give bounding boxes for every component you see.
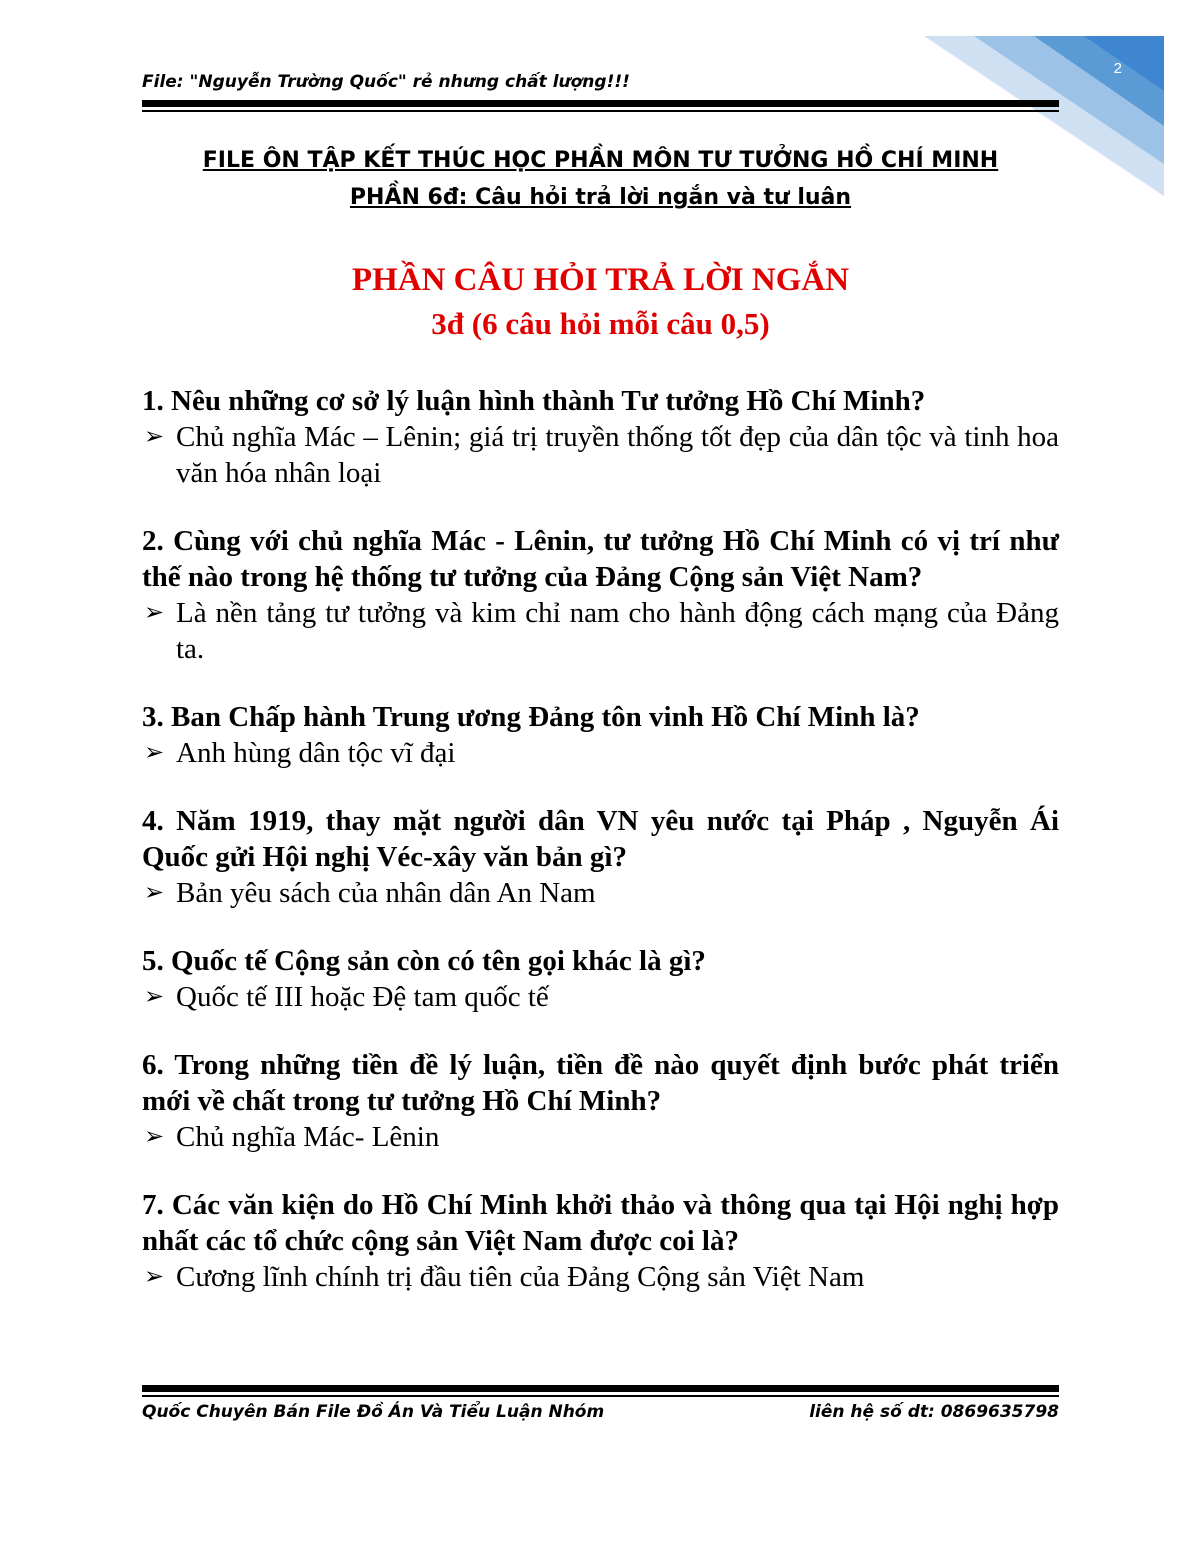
footer-rule-thin [142, 1395, 1059, 1397]
qa-item [142, 803, 1059, 911]
answer-text: Là nền tảng tư tưởng và kim chỉ nam cho hành động cách mạng của Đảng ta. [176, 597, 1059, 665]
page-header-text: File: "Nguyễn Trường Quốc" rẻ nhưng chất lượng!!! [142, 72, 630, 92]
answer [142, 979, 1059, 1015]
header-rule-thin [142, 110, 1059, 112]
question-text: 2. Cùng với chủ nghĩa Mác - Lênin, tư tưởng Hồ Chí Minh có vị trí như thế nào trong hệ thống tư tưởng của Đảng Cộng sản Việt Nam? [142, 525, 1059, 593]
header-rule-thick [142, 100, 1059, 107]
answer [142, 419, 1059, 491]
footer-left-text: Quốc Chuyên Bán File Đồ Án Và Tiểu Luận Nhóm [142, 1402, 605, 1422]
answer-text: Cương lĩnh chính trị đầu tiên của Đảng Cộng sản Việt Nam [176, 1261, 865, 1293]
question-text: 6. Trong những tiền đề lý luận, tiền đề nào quyết định bước phát triển mới về chất trong tư tưởng Hồ Chí Minh? [142, 1049, 1059, 1117]
arrow-bullet-icon: ➢ [144, 984, 165, 1010]
arrow-bullet-icon: ➢ [144, 880, 165, 906]
footer-rule-thick [142, 1385, 1059, 1392]
qa-list [142, 383, 1059, 1327]
answer [142, 875, 1059, 911]
answer-text: Bản yêu sách của nhân dân An Nam [176, 877, 596, 909]
qa-item [142, 943, 1059, 1015]
document-subtitle: PHẦN 6đ: Câu hỏi trả lời ngắn và tư luân [349, 185, 852, 210]
page-number: 2 [1113, 60, 1122, 77]
question-text: 1. Nêu những cơ sở lý luận hình thành Tư tưởng Hồ Chí Minh? [142, 385, 926, 417]
answer [142, 1119, 1059, 1155]
answer [142, 595, 1059, 667]
qa-item [142, 1047, 1059, 1155]
qa-item [142, 523, 1059, 667]
document-title: FILE ÔN TẬP KẾT THÚC HỌC PHẦN MÔN TƯ TƯỞNG HỒ CHÍ MINH [202, 148, 999, 173]
answer-text: Anh hùng dân tộc vĩ đại [176, 737, 456, 769]
arrow-bullet-icon: ➢ [144, 740, 165, 766]
answer-text: Chủ nghĩa Mác – Lênin; giá trị truyền thống tốt đẹp của dân tộc và tinh hoa văn hóa nhân loại [176, 421, 1059, 489]
question-text: 5. Quốc tế Cộng sản còn có tên gọi khác là gì? [142, 945, 706, 977]
answer [142, 735, 1059, 771]
question-text: 4. Năm 1919, thay mặt người dân VN yêu nước tại Pháp , Nguyễn Ái Quốc gửi Hội nghị Véc-xây văn bản gì? [142, 805, 1059, 873]
arrow-bullet-icon: ➢ [144, 600, 165, 626]
question-text: 3. Ban Chấp hành Trung ương Đảng tôn vinh Hồ Chí Minh là? [142, 701, 920, 733]
arrow-bullet-icon: ➢ [144, 1124, 165, 1150]
qa-item [142, 1187, 1059, 1295]
section-subheading: 3đ (6 câu hỏi mỗi câu 0,5) [431, 306, 770, 341]
section-heading: PHẦN CÂU HỎI TRẢ LỜI NGẮN [351, 262, 850, 298]
qa-item [142, 699, 1059, 771]
answer [142, 1259, 1059, 1295]
answer-text: Chủ nghĩa Mác- Lênin [176, 1121, 440, 1153]
question-text: 7. Các văn kiện do Hồ Chí Minh khởi thảo và thông qua tại Hội nghị hợp nhất các tổ chức cộng sản Việt Nam được coi là? [142, 1189, 1059, 1257]
arrow-bullet-icon: ➢ [144, 424, 165, 450]
qa-item [142, 383, 1059, 491]
arrow-bullet-icon: ➢ [144, 1264, 165, 1290]
answer-text: Quốc tế III hoặc Đệ tam quốc tế [176, 981, 549, 1013]
footer-right-text: liên hệ số dt: 0869635798 [809, 1402, 1059, 1422]
